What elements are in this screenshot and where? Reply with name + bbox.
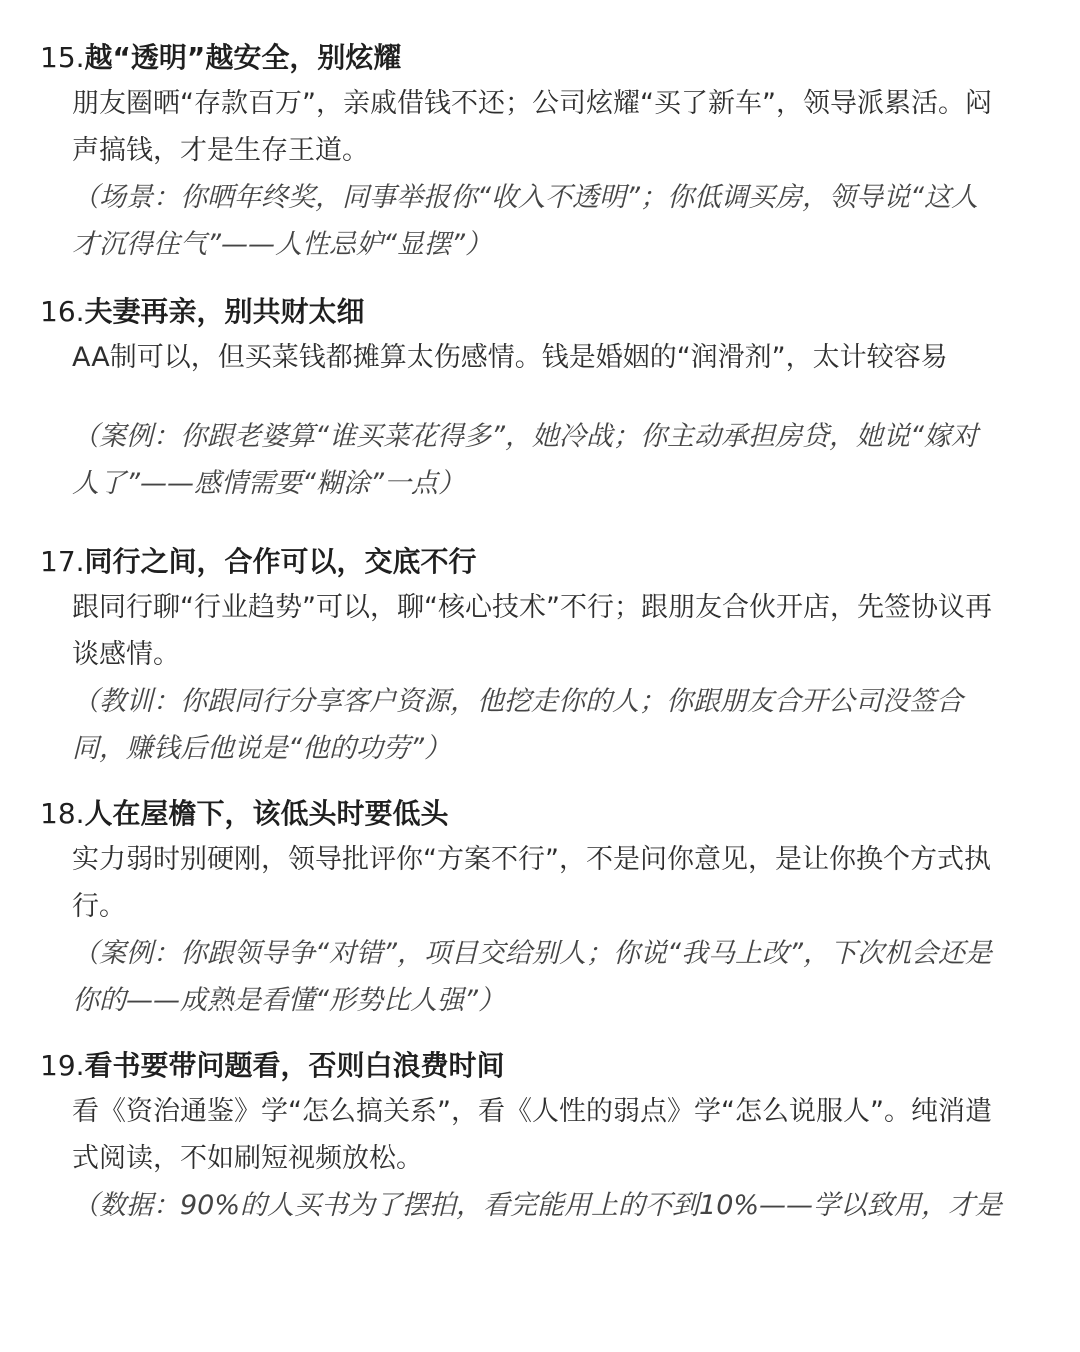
section-heading [40,1044,1050,1088]
section-body: 朋友圈晒“存款百万”，亲戚借钱不还；公司炫耀“买了新车”，领导派累活。闷 声搞钱，才是生存王道。 [72,88,992,166]
blank-gap [40,381,1050,413]
section-body: 跟同行聊“行业趋势”可以，聊“核心技术”不行；跟朋友合伙开店，先签协议再 谈感情。 [72,592,992,670]
section-19 [40,1044,1050,1229]
section-16 [40,290,1050,507]
section-title: 夫妻再亲，别共财太细 [84,295,365,328]
section-heading [40,540,1050,584]
section-17 [40,540,1050,772]
section-note: （数据：90%的人买书为了摆拍，看完能用上的不到10%——学以致用，才是 [72,1190,1003,1221]
section-note: （教训：你跟同行分享客户资源，他挖走你的人；你跟朋友合开公司没签合 同，赚钱后他说是“他的功劳”） [72,686,963,764]
section-15 [40,36,1050,268]
section-heading [40,792,1050,836]
section-note: （场景：你晒年终奖，同事举报你“收入不透明”；你低调买房，领导说“这人 才沉得住气”——人性忌妒“显摆”） [72,182,978,260]
section-number: 18. [40,797,85,830]
section-body: 看《资治通鉴》学“怎么搞关系”，看《人性的弱点》学“怎么说服人”。纯消遣 式阅读，不如刷短视频放松。 [72,1096,992,1174]
section-heading [40,290,1050,334]
section-number: 17. [40,545,85,578]
section-title: 越“透明”越安全，别炫耀 [84,41,402,74]
section-number: 19. [40,1049,85,1082]
section-number: 15. [40,41,85,74]
section-body: AA制可以，但买菜钱都摊算太伤感情。钱是婚姻的“润滑剂”，太计较容易 [72,342,948,373]
section-title: 人在屋檐下，该低头时要低头 [84,797,449,830]
section-18 [40,792,1050,1024]
section-note: （案例：你跟老婆算“谁买菜花得多”，她冷战；你主动承担房贷，她说“嫁对 人了”——感情需要“糊涂”一点） [72,421,978,499]
section-title: 看书要带问题看，否则白浪费时间 [84,1049,505,1082]
section-title: 同行之间，合作可以，交底不行 [84,545,477,578]
section-number: 16. [40,295,85,328]
section-body: 实力弱时别硬刚，领导批评你“方案不行”，不是问你意见，是让你换个方式执 行。 [72,844,991,922]
section-heading [40,36,1050,80]
section-note: （案例：你跟领导争“对错”，项目交给别人；你说“我马上改”，下次机会还是 你的——成熟是看懂“形势比人强”） [72,938,992,1016]
